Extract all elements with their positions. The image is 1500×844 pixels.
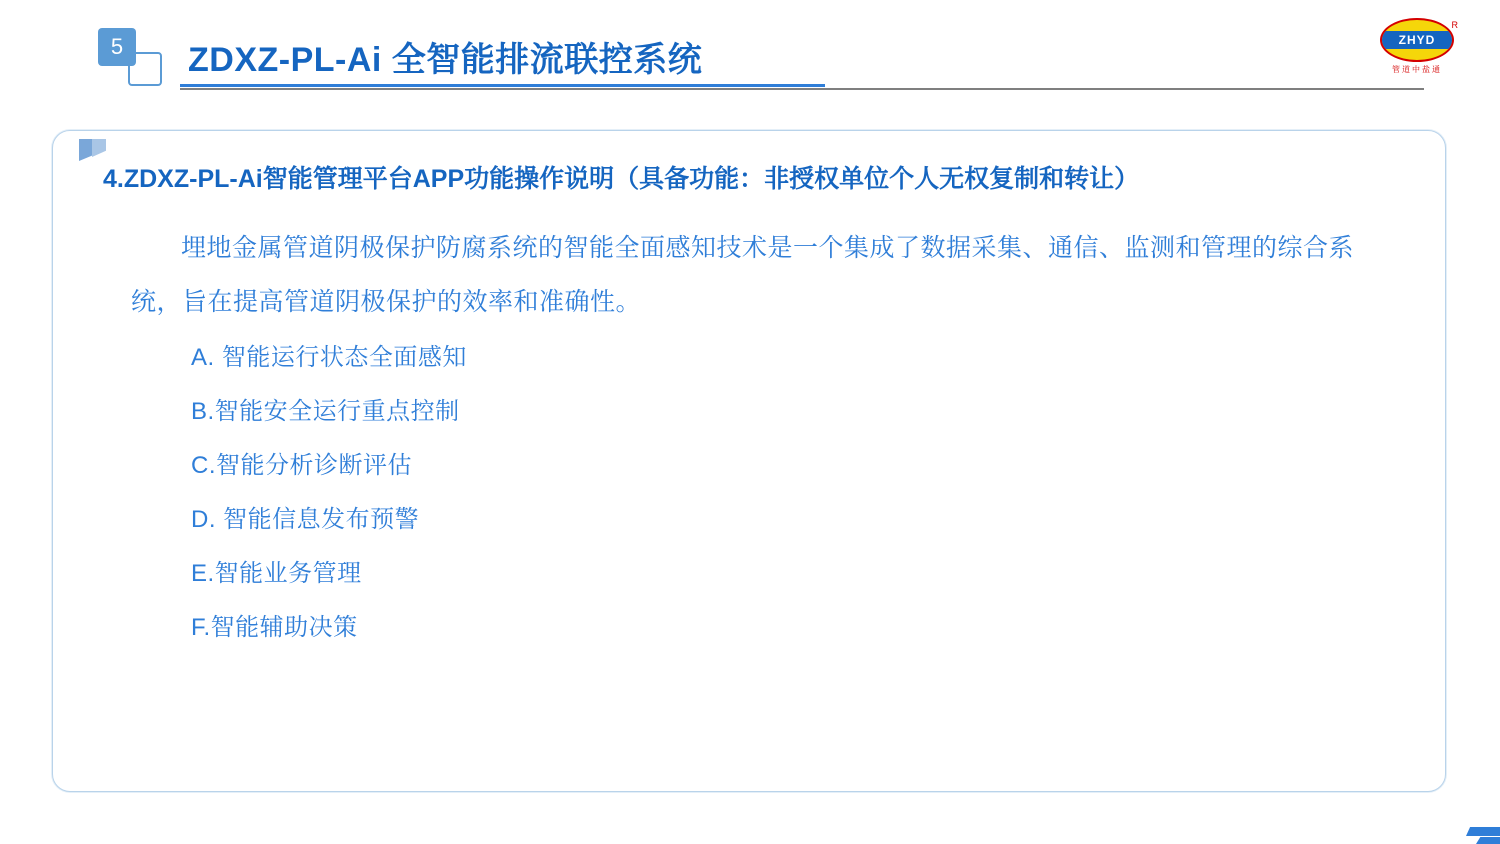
company-logo <box>1376 18 1458 82</box>
list-item: D. 智能信息发布预警 <box>191 506 420 533</box>
title-divider-accent <box>180 84 825 87</box>
slide-header <box>0 0 1500 108</box>
logo-mark-text: ZHYD <box>1398 33 1436 47</box>
list-item: F.智能辅助决策 <box>191 614 358 641</box>
title-divider <box>180 88 1424 90</box>
page-number-badge: 5 <box>98 28 136 66</box>
list-item: A. 智能运行状态全面感知 <box>191 344 467 371</box>
page-title: ZDXZ-PL-Ai 全智能排流联控系统 <box>188 41 703 79</box>
list-item: E.智能业务管理 <box>191 560 362 587</box>
body-paragraph: 埋地金属管道阴极保护防腐系统的智能全面感知技术是一个集成了数据采集、通信、监测和管理的综合系统，旨在提高管道阴极保护的效率和准确性。 <box>131 234 1355 316</box>
registered-trademark-icon: R <box>1451 20 1458 30</box>
corner-shape-1 <box>1466 827 1500 836</box>
flag-icon-shape-2 <box>92 139 106 157</box>
page-badge-outline-decoration <box>128 52 162 86</box>
list-item: B.智能安全运行重点控制 <box>191 398 460 425</box>
section-title: 4.ZDXZ-PL-Ai智能管理平台APP功能操作说明（具备功能：非授权单位个人无权复制和转让） <box>103 165 1140 193</box>
corner-shape-2 <box>1476 837 1500 844</box>
content-card <box>52 130 1446 792</box>
logo-badge-shape <box>1380 18 1454 62</box>
feature-list <box>191 331 1291 655</box>
logo-subtitle: 管道中盐通 <box>1392 65 1442 74</box>
list-item: C.智能分析诊断评估 <box>191 452 412 479</box>
corner-decoration <box>1462 822 1500 844</box>
